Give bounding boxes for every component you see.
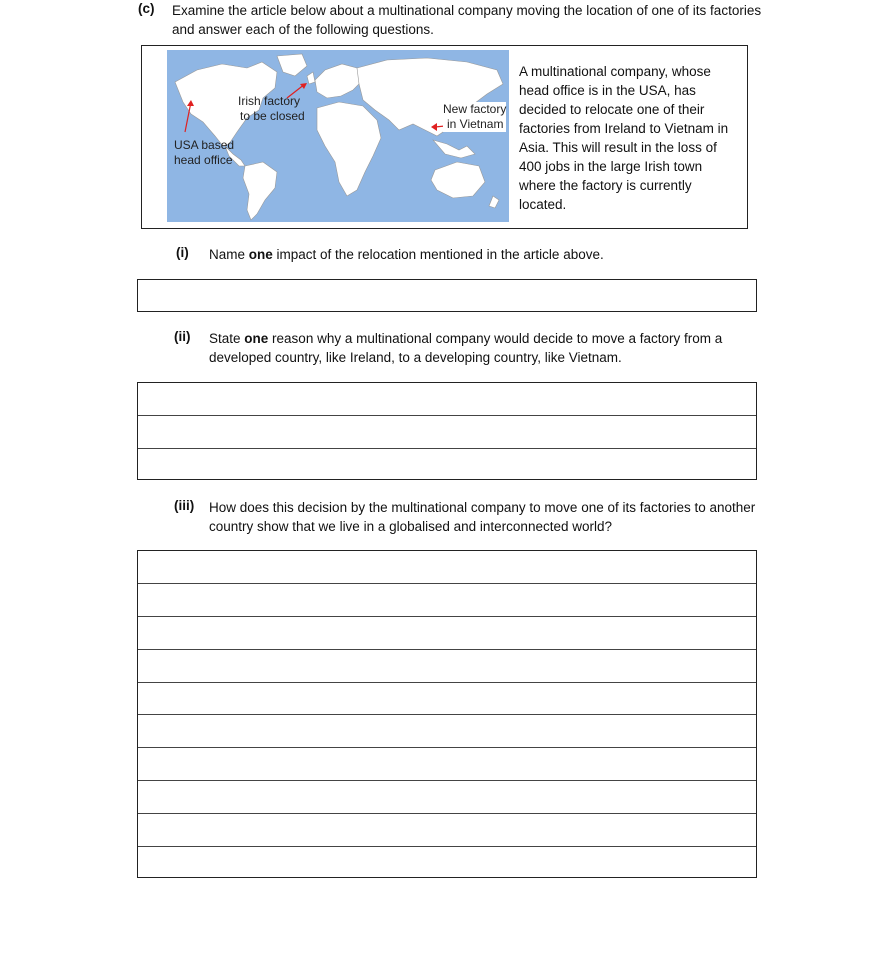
part-i-text: Name one impact of the relocation mentioned in the article above. (209, 247, 604, 262)
answer-line (138, 813, 756, 814)
answer-line (138, 415, 756, 416)
world-map (167, 50, 509, 222)
part-ii-label: (ii) (174, 329, 191, 344)
part-iii-text: How does this decision by the multinational company to move one of its factories to another country show that we live in a globalised and interconnected world? (209, 500, 756, 534)
answer-line (138, 616, 756, 617)
answer-line (138, 649, 756, 650)
answer-line (138, 448, 756, 449)
part-i-label: (i) (176, 245, 189, 260)
part-ii-answer-box[interactable] (137, 382, 757, 480)
world-map-graphic (167, 50, 509, 222)
answer-line (138, 682, 756, 683)
part-iii-answer-box[interactable] (137, 550, 757, 878)
answer-line (138, 714, 756, 715)
answer-line (138, 780, 756, 781)
article-text: A multinational company, whose head office is in the USA, has decided to relocate one of their factories from Ireland to Vietnam in Asia. This will result in the loss of 400 jobs in the large Irish town where the factory is currently located. (519, 64, 729, 212)
answer-line (138, 747, 756, 748)
part-i-answer-box[interactable] (137, 279, 757, 312)
usa-office-label: USA based head office (174, 138, 235, 167)
answer-line (138, 846, 756, 847)
irish-factory-label: Irish factory to be closed (238, 94, 305, 123)
new-factory-label: New factory in Vietnam (443, 102, 507, 131)
answer-line (138, 583, 756, 584)
question-label: (c) (138, 1, 155, 16)
question-intro: Examine the article below about a multinational company moving the location of one of its factories and answer each of the following questions. (172, 3, 762, 37)
part-iii-label: (iii) (174, 498, 195, 513)
part-ii-text: State one reason why a multinational company would decide to move a factory from a developed country, like Ireland, to a developing country, like Vietnam. (209, 331, 723, 365)
